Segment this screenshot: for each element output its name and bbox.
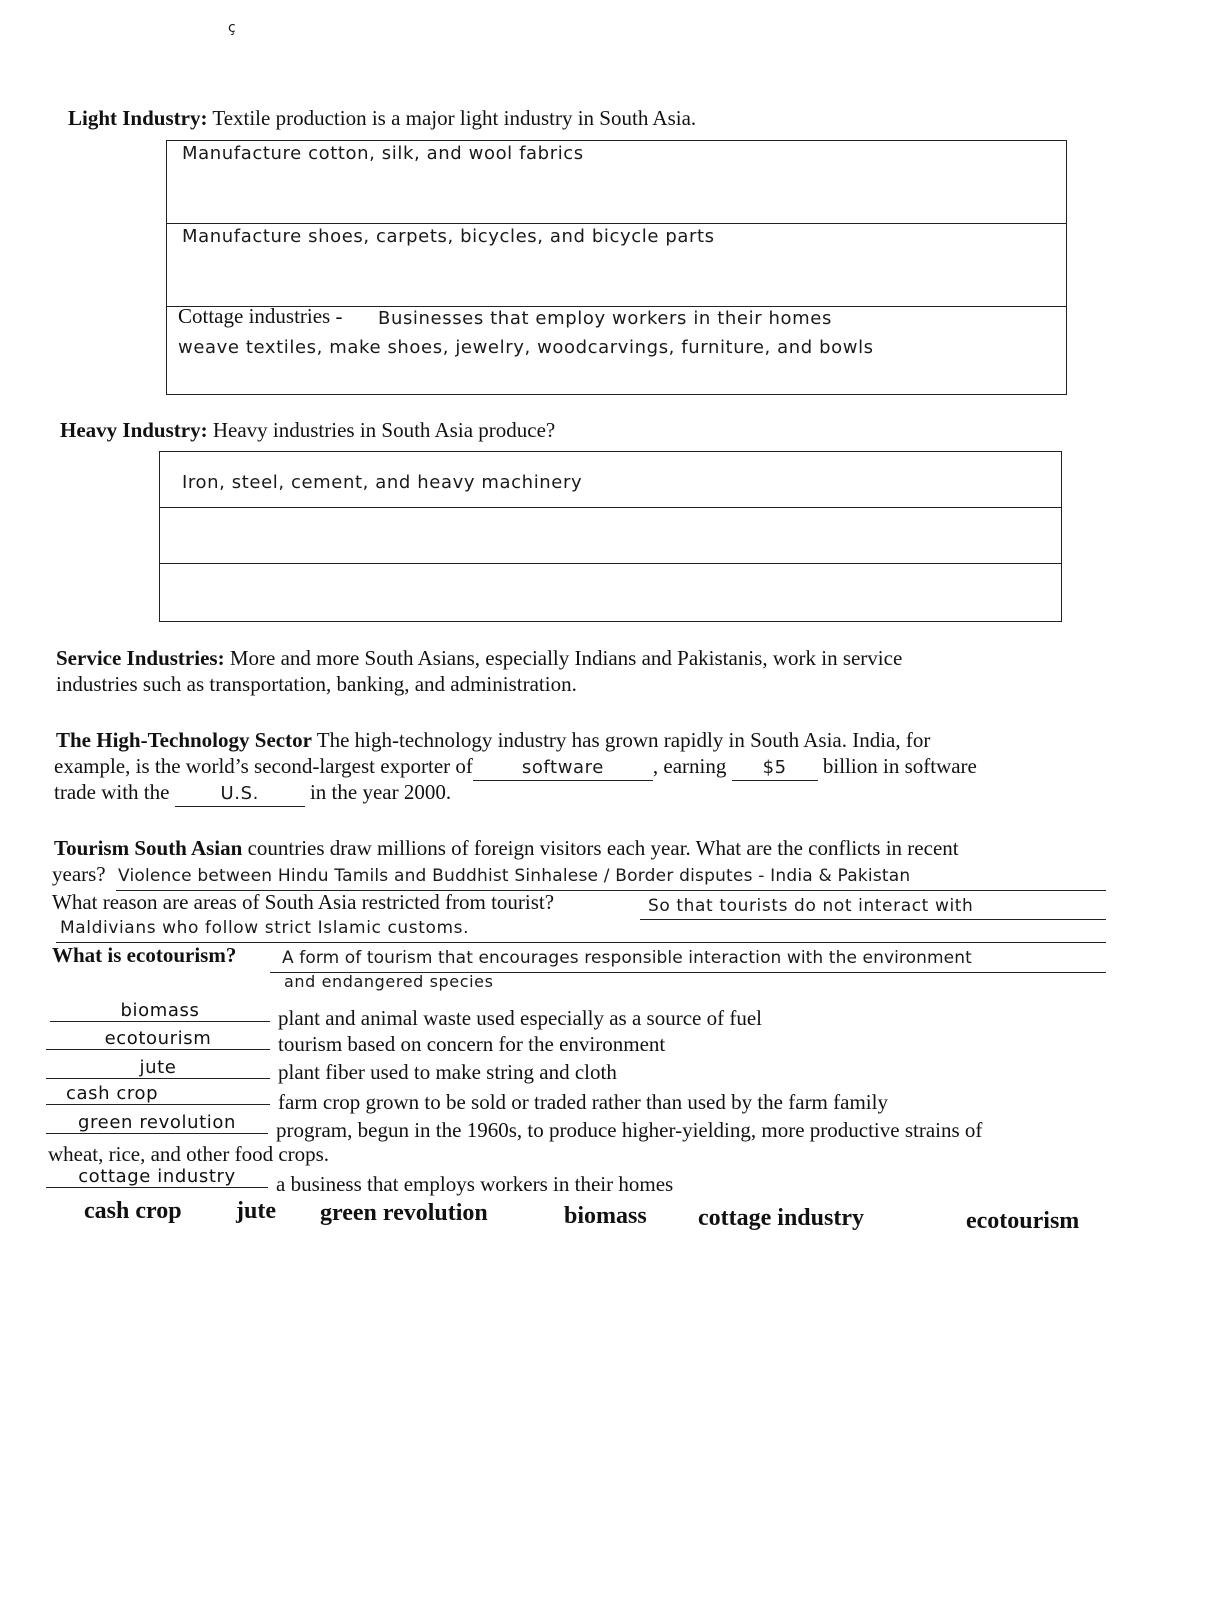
word-bank-cottage-industry: cottage industry — [698, 1205, 864, 1231]
blank-amount[interactable]: $5 — [732, 756, 818, 781]
light-industry-heading: Light Industry: — [68, 106, 208, 130]
blank-export[interactable]: software — [473, 756, 653, 781]
heavy-industry-heading: Heavy Industry: — [60, 418, 208, 442]
glossary-term-cash-crop[interactable]: cash crop — [46, 1083, 270, 1105]
heavy-industry-question: Heavy industries in South Asia produce? — [212, 418, 556, 442]
light-industry-prompt — [68, 106, 696, 130]
service-heading: Service Industries: — [56, 646, 225, 670]
light-box-divider-1 — [166, 223, 1067, 224]
tourism-line-1 — [54, 836, 959, 860]
ecotourism-question: What is ecotourism? — [52, 943, 237, 967]
restricted-answer-1[interactable]: So that tourists do not interact with — [648, 896, 974, 916]
ecotourism-answer-2[interactable]: and endangered species — [284, 972, 494, 991]
blank-country[interactable]: U.S. — [175, 782, 305, 807]
hightech-heading: The High-Technology Sector — [56, 728, 312, 752]
glossary-term-green-revolution[interactable]: green revolution — [46, 1112, 268, 1134]
glossary-def-biomass: plant and animal waste used especially as a source of fuel — [278, 1006, 762, 1030]
word-bank-ecotourism: ecotourism — [966, 1208, 1080, 1234]
glossary-def-jute: plant fiber used to make string and cloth — [278, 1060, 617, 1084]
hightech-text-2b: , earning — [652, 754, 727, 778]
service-line-2: industries such as transportation, banking, and administration. — [56, 672, 577, 696]
glossary-def-ecotourism: tourism based on concern for the environment — [278, 1032, 666, 1056]
tourism-years-label: years? — [52, 862, 106, 886]
light-answer-1[interactable]: Manufacture cotton, silk, and wool fabrics — [182, 143, 584, 164]
light-answer-3[interactable]: weave textiles, make shoes, jewelry, woodcarvings, furniture, and bowls — [178, 337, 874, 358]
glossary-term-biomass[interactable]: biomass — [50, 1000, 270, 1022]
cottage-industries-label: Cottage industries - — [178, 304, 343, 328]
tourism-text-1: countries draw millions of foreign visitors each year. What are the conflicts in recent — [247, 836, 959, 860]
light-answer-2[interactable]: Manufacture shoes, carpets, bicycles, and bicycle parts — [182, 226, 715, 247]
hightech-text-2a: example, is the world’s second-largest exporter of — [54, 754, 473, 778]
stray-mark: ç — [228, 20, 237, 36]
hightech-line-1 — [56, 728, 930, 752]
restricted-question: What reason are areas of South Asia restricted from tourist? — [52, 890, 555, 914]
restricted-answer-2[interactable]: Maldivians who follow strict Islamic customs. — [60, 918, 470, 938]
hightech-text-3b: in the year 2000. — [309, 780, 452, 804]
heavy-industry-prompt — [60, 418, 555, 442]
glossary-def-green-revolution: program, begun in the 1960s, to produce higher-yielding, more productive strains of — [276, 1118, 983, 1142]
word-bank-cash-crop: cash crop — [84, 1198, 182, 1224]
hightech-line-3 — [54, 780, 451, 807]
glossary-def-cottage-industry: a business that employs workers in their homes — [276, 1172, 674, 1196]
heavy-box-divider-1 — [159, 507, 1062, 508]
hightech-text-1: The high-technology industry has grown rapidly in South Asia. India, for — [316, 728, 931, 752]
word-bank-green-revolution: green revolution — [320, 1200, 488, 1226]
word-bank-jute: jute — [236, 1198, 276, 1224]
heavy-answer-1[interactable]: Iron, steel, cement, and heavy machinery — [182, 472, 583, 493]
service-line-1 — [56, 646, 902, 670]
glossary-term-ecotourism[interactable]: ecotourism — [46, 1028, 270, 1050]
word-bank-biomass: biomass — [564, 1203, 647, 1229]
tourism-heading: Tourism South Asian — [54, 836, 243, 860]
ecotourism-answer-1[interactable]: A form of tourism that encourages responsible interaction with the environment — [282, 948, 972, 968]
hightech-text-2c: billion in software — [822, 754, 977, 778]
heavy-box-divider-2 — [159, 563, 1062, 564]
glossary-term-jute[interactable]: jute — [46, 1057, 270, 1079]
glossary-term-cottage-industry[interactable]: cottage industry — [46, 1166, 268, 1188]
light-industry-question: Textile production is a major light industry in South Asia. — [212, 106, 697, 130]
cottage-industries-answer[interactable]: Businesses that employ workers in their homes — [378, 308, 832, 329]
service-text-1: More and more South Asians, especially Indians and Pakistanis, work in service — [229, 646, 903, 670]
hightech-text-3a: trade with the — [54, 780, 170, 804]
glossary-def-green-revolution-2: wheat, rice, and other food crops. — [48, 1142, 330, 1166]
restricted-underline-1 — [640, 919, 1106, 920]
conflicts-answer[interactable]: Violence between Hindu Tamils and Buddhist Sinhalese / Border disputes - India & Pakistan — [118, 866, 911, 886]
glossary-def-cash-crop: farm crop grown to be sold or traded rather than used by the farm family — [278, 1090, 888, 1114]
hightech-line-2 — [54, 754, 977, 781]
